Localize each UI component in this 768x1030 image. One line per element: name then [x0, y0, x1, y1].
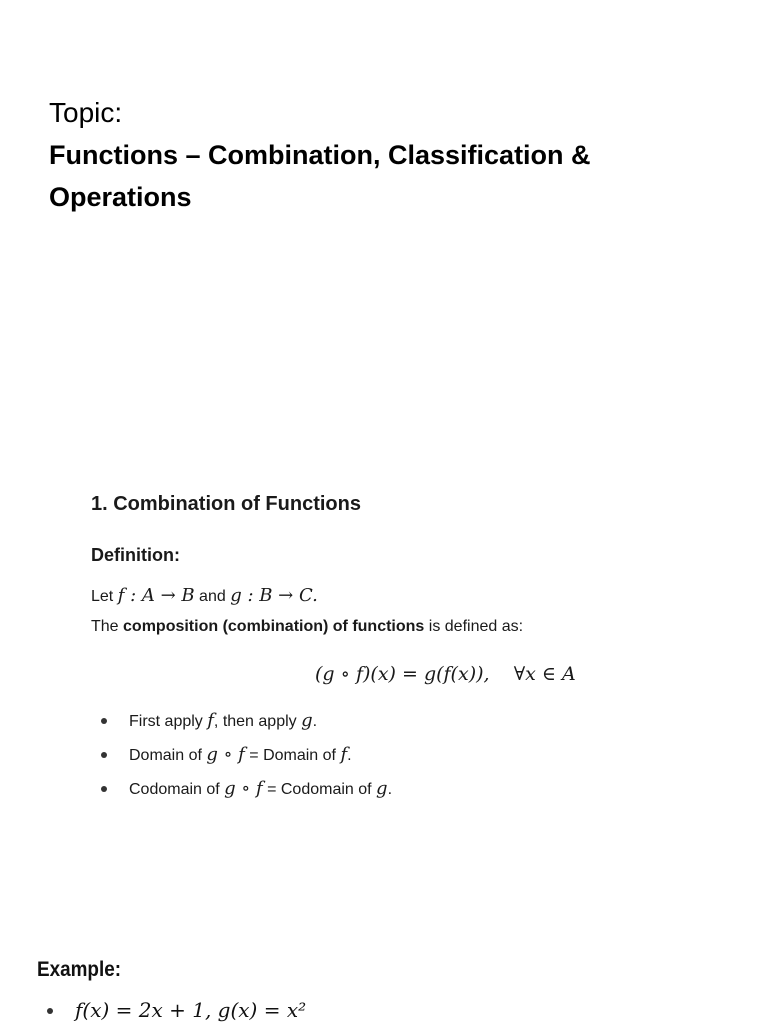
definition-let-line [91, 581, 731, 612]
list-item: Domain of g ∘ f = Domain of f. [91, 738, 731, 772]
let-and: and [194, 588, 231, 605]
let-prefix: Let [91, 588, 118, 605]
topic-label: Topic: [49, 97, 123, 128]
example-heading: Example: [37, 958, 122, 981]
definition-label: Definition: [91, 545, 180, 565]
composition-bullet-list [91, 704, 731, 806]
composition-sentence [91, 612, 731, 642]
list-item: First apply f, then apply g. [91, 704, 731, 738]
section-heading: 1. Combination of Functions [91, 493, 361, 515]
list-item: Codomain of g ∘ f = Codomain of g. [91, 772, 731, 806]
combination-section [91, 487, 731, 806]
example-section [37, 954, 737, 1030]
math-f-mapping: f : A → B [117, 585, 195, 606]
topic-title-line-1: Functions – Combination, Classification & [49, 140, 591, 170]
composition-term: composition (combination) of functions [123, 618, 425, 635]
composition-equation: (g ∘ f)(x) = g(f(x)), ∀x ∈ A [315, 663, 576, 685]
example-functions-line: f(x) = 2x + 1, g(x) = x² [37, 990, 737, 1030]
composition-suffix: is defined as: [424, 618, 524, 635]
composition-prefix: The [91, 618, 124, 635]
math-g-mapping: g : B → C. [230, 585, 318, 606]
topic-title [49, 134, 729, 218]
topic-block [49, 92, 729, 218]
topic-title-line-2: Operations [49, 182, 192, 212]
